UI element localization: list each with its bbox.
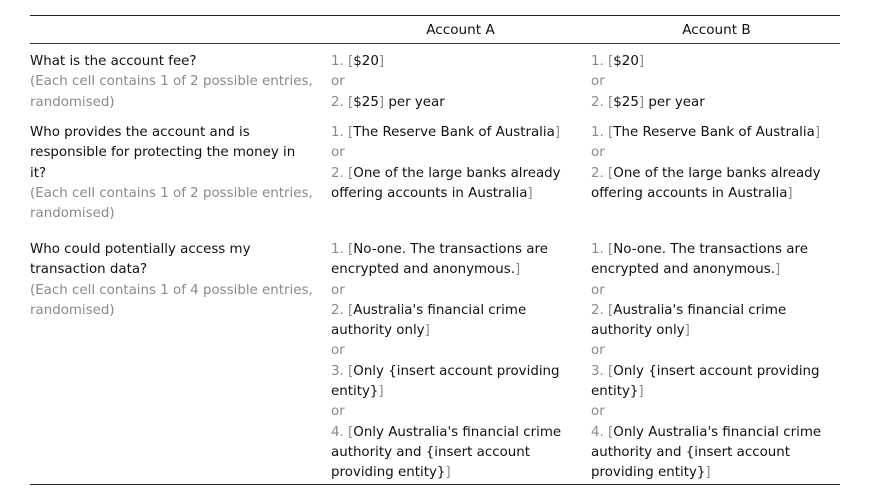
note-line: (Each cell contains 1 of 2 possible entries, (30, 185, 313, 201)
option-text: The Reserve Bank of Australia (613, 125, 815, 140)
question-text (30, 52, 330, 72)
option-entry (591, 362, 842, 403)
option-suffix: per year (644, 94, 705, 110)
option-line (591, 184, 842, 204)
option-entry (331, 301, 590, 342)
or-label: or (331, 74, 345, 90)
randomisation-note (30, 72, 330, 113)
option-suffix: per year (384, 94, 445, 110)
note-line: (Each cell contains 1 of 4 possible entries, (30, 282, 313, 298)
close-bracket: ] (638, 94, 645, 110)
open-bracket: [ (348, 165, 354, 181)
option-text: Only Australia's financial crime (353, 424, 562, 440)
option-number: 2. (331, 165, 349, 181)
close-bracket: ] (705, 465, 711, 481)
option-text: encrypted and anonymous. (591, 262, 775, 278)
option-entry (331, 423, 590, 484)
option-entry (591, 52, 842, 72)
option-entry (331, 164, 590, 205)
question-line: What is the account fee? (30, 54, 197, 69)
table-row (30, 233, 840, 484)
question-line: Who could potentially access my (30, 242, 251, 257)
open-bracket: [ (348, 302, 354, 318)
option-number: 2. (591, 165, 609, 181)
option-text: authority and {insert account (591, 444, 791, 460)
option-text: One of the large banks already (353, 165, 561, 181)
option-number: 1. (591, 54, 609, 69)
option-line (331, 260, 590, 280)
account-a-cell (330, 123, 590, 204)
option-number: 3. (591, 363, 609, 379)
option-line (331, 164, 590, 184)
header-account-b: Account B (682, 21, 751, 38)
option-line (331, 463, 590, 483)
option-text: Only {insert account providing (353, 363, 560, 379)
option-line (591, 240, 842, 260)
option-text: authority and {insert account (331, 444, 531, 460)
account-a-cell (330, 240, 590, 484)
option-text: encrypted and anonymous. (331, 262, 515, 278)
or-label: or (591, 74, 605, 90)
or-label: or (331, 404, 345, 420)
close-bracket: ] (774, 262, 781, 278)
close-bracket: ] (378, 384, 384, 400)
option-text: Only Australia's financial crime (613, 424, 822, 440)
option-line (591, 423, 842, 443)
option-line (331, 382, 590, 402)
question-text (30, 240, 330, 281)
option-entry (331, 52, 590, 72)
option-line (331, 321, 590, 341)
option-line (591, 301, 842, 321)
open-bracket: [ (608, 125, 614, 140)
account-b-cell (590, 123, 842, 204)
option-text: entity} (591, 384, 639, 400)
option-text: offering accounts in Australia (591, 185, 788, 201)
open-bracket: [ (608, 424, 614, 440)
option-entry (331, 362, 590, 403)
option-line (591, 463, 842, 483)
open-bracket: [ (608, 165, 614, 181)
question-line: transaction data? (30, 262, 148, 278)
option-entry (591, 93, 842, 113)
open-bracket: [ (348, 424, 354, 440)
open-bracket: [ (608, 94, 614, 110)
option-line (331, 443, 590, 463)
option-number: 1. (331, 242, 349, 257)
option-number: 4. (591, 424, 609, 440)
question-line: Who provides the account and is (30, 125, 250, 140)
option-text: The Reserve Bank of Australia (353, 125, 555, 140)
option-line (591, 362, 842, 382)
option-text: entity} (331, 384, 379, 400)
option-entry (331, 240, 590, 281)
option-line (591, 260, 842, 280)
option-text: providing entity} (331, 465, 446, 481)
option-text: $20 (353, 54, 379, 69)
or-label: or (331, 282, 345, 298)
close-bracket: ] (787, 185, 793, 201)
option-number: 2. (591, 94, 609, 110)
question-cell (30, 123, 330, 224)
question-cell (30, 52, 330, 113)
option-text: $25 (353, 94, 379, 110)
option-line (331, 93, 590, 113)
or-label: or (591, 343, 605, 359)
option-entry (331, 93, 590, 113)
table-row (30, 116, 840, 233)
option-line (591, 123, 842, 143)
option-entry (591, 423, 842, 484)
account-b-cell (590, 52, 842, 113)
or-label: or (591, 282, 605, 298)
option-text: authority only (591, 323, 685, 339)
question-cell (30, 240, 330, 321)
note-line: randomised) (30, 302, 115, 318)
option-line (591, 382, 842, 402)
close-bracket: ] (638, 54, 645, 69)
header-account-a: Account A (426, 21, 495, 38)
option-line (591, 443, 842, 463)
note-line: (Each cell contains 1 of 2 possible entries, (30, 74, 313, 90)
close-bracket: ] (638, 384, 644, 400)
or-label: or (331, 343, 345, 359)
option-number: 3. (331, 363, 349, 379)
close-bracket: ] (527, 185, 533, 201)
option-line (331, 52, 590, 72)
close-bracket: ] (445, 465, 451, 481)
option-entry (591, 240, 842, 281)
open-bracket: [ (348, 125, 354, 140)
table-row (30, 44, 840, 116)
option-text: authority only (331, 323, 425, 339)
option-text: Australia's financial crime (353, 302, 527, 318)
option-entry (591, 301, 842, 342)
option-text: No-one. The transactions are (613, 242, 808, 257)
survey-attribute-table (30, 15, 840, 485)
option-line (331, 240, 590, 260)
randomisation-note (30, 184, 330, 225)
close-bracket: ] (554, 125, 561, 140)
or-label: or (591, 404, 605, 420)
open-bracket: [ (608, 242, 614, 257)
close-bracket: ] (378, 54, 385, 69)
option-line (591, 321, 842, 341)
option-line (331, 301, 590, 321)
option-text: $20 (613, 54, 639, 69)
or-label: or (591, 145, 605, 161)
question-text (30, 123, 330, 184)
option-text: No-one. The transactions are (353, 242, 548, 257)
option-text: Australia's financial crime (613, 302, 787, 318)
account-b-cell (590, 240, 842, 484)
option-entry (331, 123, 590, 143)
note-line: randomised) (30, 206, 115, 222)
question-line: responsible for protecting the money in (30, 145, 296, 161)
option-line (331, 184, 590, 204)
option-line (591, 93, 842, 113)
open-bracket: [ (608, 363, 614, 379)
option-number: 2. (331, 94, 349, 110)
open-bracket: [ (348, 363, 354, 379)
open-bracket: [ (608, 54, 614, 69)
option-line (331, 362, 590, 382)
option-text: providing entity} (591, 465, 706, 481)
option-text: Only {insert account providing (613, 363, 820, 379)
close-bracket: ] (378, 94, 385, 110)
option-number: 1. (331, 125, 349, 140)
close-bracket: ] (684, 323, 690, 339)
option-number: 4. (331, 424, 349, 440)
randomisation-note (30, 281, 330, 322)
option-line (591, 52, 842, 72)
option-text: offering accounts in Australia (331, 185, 528, 201)
option-line (591, 164, 842, 184)
close-bracket: ] (514, 262, 521, 278)
account-a-cell (330, 52, 590, 113)
or-label: or (331, 145, 345, 161)
option-entry (591, 164, 842, 205)
close-bracket: ] (814, 125, 821, 140)
option-number: 2. (331, 302, 349, 318)
option-line (331, 123, 590, 143)
open-bracket: [ (348, 94, 354, 110)
open-bracket: [ (608, 302, 614, 318)
question-line: it? (30, 165, 47, 181)
option-number: 1. (331, 54, 349, 69)
option-line (331, 423, 590, 443)
option-number: 2. (591, 302, 609, 318)
option-number: 1. (591, 125, 609, 140)
open-bracket: [ (348, 242, 354, 257)
close-bracket: ] (424, 323, 430, 339)
option-text: One of the large banks already (613, 165, 821, 181)
option-text: $25 (613, 94, 639, 110)
option-number: 1. (591, 242, 609, 257)
table-header (30, 16, 840, 44)
note-line: randomised) (30, 94, 115, 110)
option-entry (591, 123, 842, 143)
open-bracket: [ (348, 54, 354, 69)
